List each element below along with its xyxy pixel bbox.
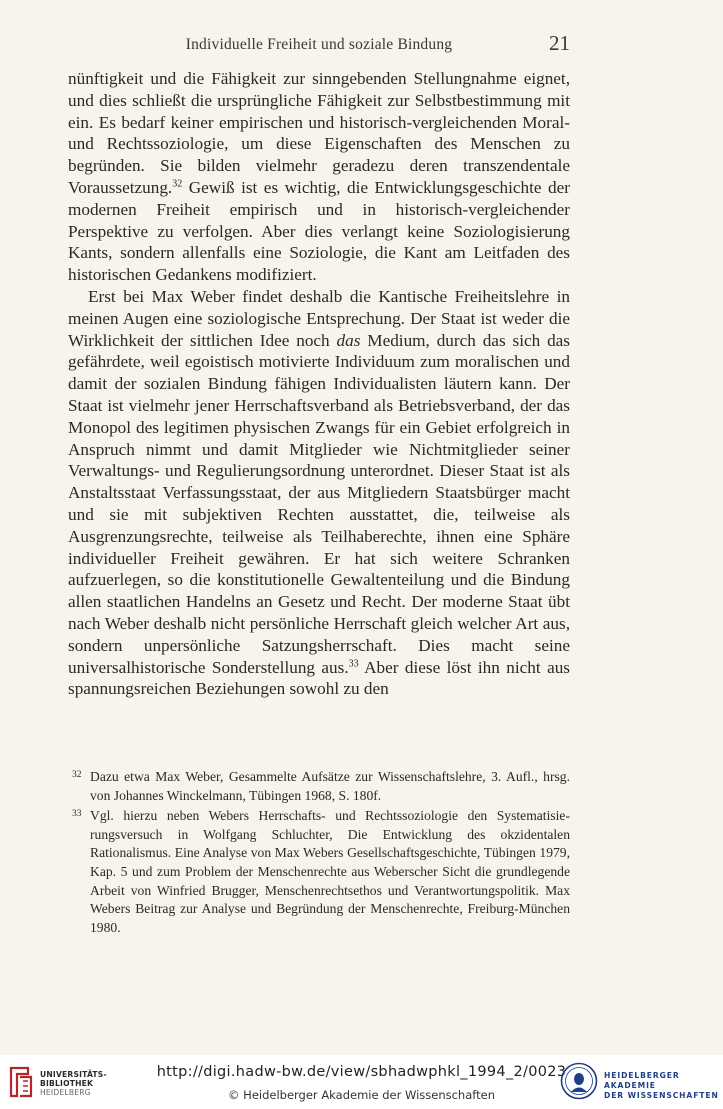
footnote-32 — [68, 768, 570, 805]
footnote-text: Vgl. hierzu neben Webers Herrschafts- und Rechtssoziologie den Systematisierungsversuch in Wolfgang Schluchter, Die Entwicklung des okzidentalen Rationalismus. Eine Analyse von Max Webers Gesellschaftsgeschichte, Tübingen 1979, Kap. 5 und zum Problem der Menschenrechte aus Weberscher Sicht die grundlegende Arbeit von Winfried Brugger, Menschenrechtsethos und Verantwortungspolitik. Max Webers Beitrag zur Analyse und Begründung der Menschenrechte, Freiburg-München 1980. — [90, 808, 570, 935]
footnote-number: 33 — [72, 809, 82, 820]
footnote-text: Dazu etwa Max Weber, Gesammelte Aufsätze zur Wissenschaftslehre, 3. Aufl., hrsg. von Johannes Winckelmann, Tübingen 1968, S. 180f. — [90, 769, 570, 803]
footnote-33 — [68, 807, 570, 937]
library-name-line-1: UNIVERSITÄTS- — [40, 1070, 107, 1079]
footnote-ref-33[interactable]: 33 — [348, 657, 359, 669]
paragraph-1-text-cont: Gewiß ist es wichtig, die Entwicklungsgeschichte der modernen Freiheit empirisch und in historisch-vergleichender Perspektive zu verfolgen. Aber dies verlangt keine Soziologisierung Kants, sondern allenfalls eine Soziologie, die Kant am Leitfaden des historischen Gedankens modifiziert. — [68, 177, 570, 285]
paragraph-2-text-b: Medium, durch das sich das gefährdete, weil egoistisch motivierte Individuum zum moralischen und damit der sozialen Bindung fähigen Individualisten läutern kann. Der Staat ist vielmehr jener Herrschaftsverband als Betriebsverband, der das Monopol des legitimen physischen Zwangs für ein Gebiet erfolgreich in Anspruch nimmt und damit Mitglieder wie Nichtmitglieder seiner Verwaltungs- und Regulierungsordnung unterordnet. Dieser Staat ist als Anstaltsstaat Verfassungsstaat, der aus Mitgliedern Staatsbürger macht und sie mit subjektiven Rechten ausstattet, die, teilweise als Ausgrenzungsrechte, teilweise als Teilhaberechte, ihnen eine Sphäre individueller Freiheit gewähren. Er hat sich weitere Schranken aufzuerlegen, so die konstitutionelle Gewaltenteilung und die Bindung allen staatlichen Handelns an Gesetz und Recht. Der moderne Staat übt nach Weber deshalb nicht persönliche Herrschaft gleich welcher Art aus, sondern unpersönliche Satzungsherrschaft. Dies macht seine universalhistorische Sonderstellung aus. — [68, 330, 570, 677]
paragraph-2 — [68, 286, 570, 700]
academy-name-line-1: HEIDELBERGER AKADEMIE — [604, 1071, 680, 1090]
footnotes — [68, 768, 570, 939]
paragraph-1-text: nünftigkeit und die Fähigkeit zur sinngebenden Stellungnahme eignet, und dies schließt die ursprüngliche Fähigkeit zur Selbstbestimmung mit ein. Es bedarf keiner empirischen und historisch-vergleichenden Moral- und Rechtssoziologie, um diese Eigenschaften des Menschen zu begründen. Sie bilden vielmehr geradezu deren transzendentale Voraussetzung. — [68, 69, 570, 197]
page-number: 21 — [549, 31, 570, 55]
page-header — [68, 30, 570, 60]
academy-seal-icon[interactable] — [560, 1062, 598, 1100]
emphasis-das: das — [336, 330, 361, 350]
running-head: Individuelle Freiheit und soziale Bindung — [185, 36, 453, 53]
footnote-ref-32[interactable]: 32 — [172, 178, 183, 190]
viewer-footer — [0, 1055, 723, 1109]
library-name-line-3: HEIDELBERG — [40, 1088, 91, 1097]
permalink-url[interactable]: http://digi.hadw-bw.de/view/sbhadwphkl_1994_2/0023 — [156, 1064, 567, 1080]
academy-name-line-2: DER WISSENSCHAFTEN — [604, 1091, 719, 1100]
footnote-number: 32 — [72, 770, 82, 780]
library-name-line-2: BIBLIOTHEK — [40, 1079, 94, 1088]
paragraph-2-text-a: Erst bei Max Weber findet deshalb die Kantische Freiheitslehre in meinen Augen eine soziologische Entsprechung. Der Staat ist weder die Wirklichkeit der sittlichen Idee noch — [68, 286, 570, 350]
paragraph-1 — [68, 68, 570, 286]
copyright-notice: © Heidelberger Akademie der Wissenschaften — [228, 1088, 495, 1102]
academy-name[interactable] — [604, 1071, 723, 1101]
main-text — [68, 68, 570, 700]
paragraph-2-text-c: Aber diese löst ihn nicht aus spannungsreichen Beziehungen sowohl zu den — [68, 657, 570, 699]
